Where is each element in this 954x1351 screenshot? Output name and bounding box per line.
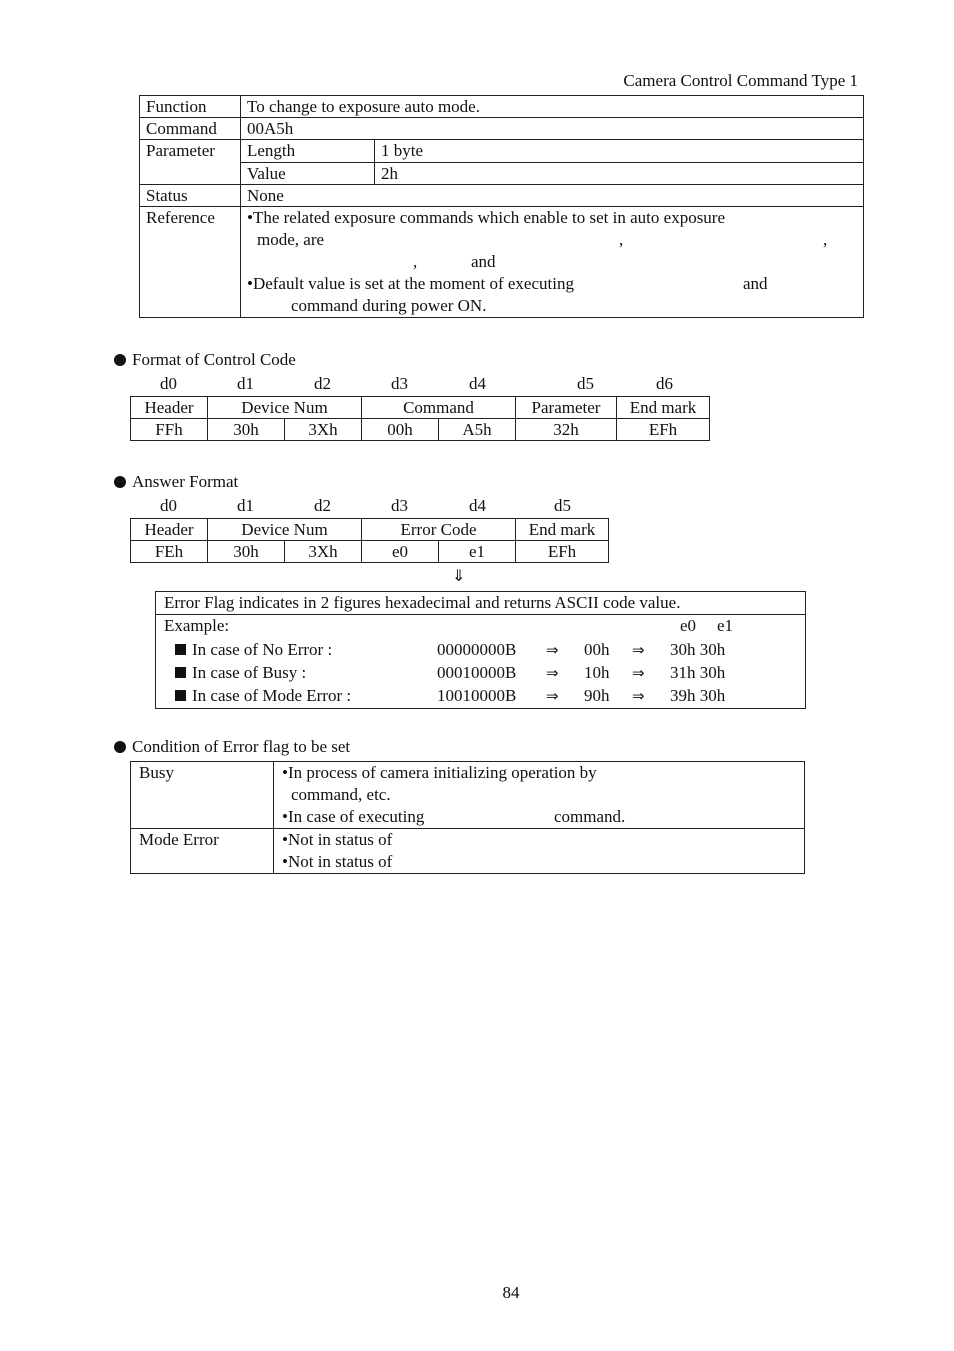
format-label-d1: d1 xyxy=(237,374,254,393)
command-label: Command xyxy=(140,118,241,140)
format-value-d1: 30h xyxy=(208,419,285,441)
busy-line-3a: •In case of executing xyxy=(282,807,425,826)
example-label: Example: xyxy=(164,616,230,635)
column-e1-label: e1 xyxy=(717,616,734,635)
answer-value-d0: FEh xyxy=(131,541,208,563)
mode-line-2: •Not in status of xyxy=(282,852,393,871)
format-label-d4: d4 xyxy=(469,374,486,393)
format-value-d4: A5h xyxy=(439,419,516,441)
format-value-d5: 32h xyxy=(516,419,617,441)
right-arrow-icon: ⇒ xyxy=(632,641,645,659)
command-spec-table xyxy=(139,95,864,318)
mode-error-condition-text xyxy=(274,829,805,874)
format-value-d6: EFh xyxy=(617,419,710,441)
right-arrow-icon: ⇒ xyxy=(546,641,559,659)
answer-label-d5: d5 xyxy=(554,496,571,515)
condition-table xyxy=(130,761,805,874)
no-error-label: In case of No Error : xyxy=(175,639,332,661)
bullet-icon xyxy=(114,476,126,488)
right-arrow-icon: ⇒ xyxy=(632,664,645,682)
format-value-d2: 3Xh xyxy=(285,419,362,441)
mode-error-binary: 10010000B xyxy=(437,686,517,705)
reference-and-2: and xyxy=(743,274,768,293)
busy-binary: 00010000B xyxy=(437,663,517,682)
format-label-d3: d3 xyxy=(391,374,408,393)
answer-section-title xyxy=(114,472,238,492)
format-title-text: Format of Control Code xyxy=(132,350,296,369)
parameter-length-row xyxy=(140,140,864,163)
no-error-binary: 00000000B xyxy=(437,640,517,659)
answer-error-code-cell: Error Code xyxy=(362,519,516,541)
format-label-d6: d6 xyxy=(656,374,673,393)
no-error-ascii: 30h 30h xyxy=(670,640,726,659)
length-label: Length xyxy=(241,140,375,163)
answer-value-d5: EFh xyxy=(516,541,609,563)
command-value: 00A5h xyxy=(241,118,864,140)
status-label: Status xyxy=(140,185,241,207)
length-value: 1 byte xyxy=(375,140,864,163)
answer-format-table xyxy=(130,518,609,563)
no-error-hex: 00h xyxy=(584,640,610,659)
page-number: 84 xyxy=(502,1283,520,1302)
reference-line-5: command during power ON. xyxy=(291,296,487,315)
format-header-cell: Header xyxy=(131,397,208,419)
busy-hex: 10h xyxy=(584,663,610,682)
error-flag-title: Error Flag indicates in 2 figures hexadecimal and returns ASCII code value. xyxy=(156,592,805,615)
answer-label-d1: d1 xyxy=(237,496,254,515)
format-value-d0: FFh xyxy=(131,419,208,441)
reference-line-4: •Default value is set at the moment of executing xyxy=(247,274,574,293)
format-label-d0: d0 xyxy=(160,374,177,393)
answer-value-d1: 30h xyxy=(208,541,285,563)
format-value-d3: 00h xyxy=(362,419,439,441)
error-flag-box xyxy=(155,591,806,709)
reference-line-2: mode, are xyxy=(257,230,325,249)
format-end-mark-cell: End mark xyxy=(617,397,710,419)
answer-end-mark-cell: End mark xyxy=(516,519,609,541)
busy-label: In case of Busy : xyxy=(175,662,306,684)
format-label-d5: d5 xyxy=(577,374,594,393)
format-parameter-cell: Parameter xyxy=(516,397,617,419)
answer-label-d3: d3 xyxy=(391,496,408,515)
busy-line-1: •In process of camera initializing operation by xyxy=(282,763,597,782)
format-command-cell: Command xyxy=(362,397,516,419)
reference-label: Reference xyxy=(140,207,241,318)
answer-value-d4: e1 xyxy=(439,541,516,563)
status-row xyxy=(140,185,864,207)
mode-line-1: •Not in status of xyxy=(282,830,393,849)
parameter-value-row xyxy=(140,162,864,185)
format-label-d2: d2 xyxy=(314,374,331,393)
mode-error-hex: 90h xyxy=(584,686,610,705)
busy-condition-label: Busy xyxy=(131,762,274,829)
condition-section-title xyxy=(114,737,350,757)
down-arrow-icon: ⇓ xyxy=(452,566,466,585)
mode-error-condition-row xyxy=(131,829,805,874)
parameter-label: Parameter xyxy=(140,140,241,185)
busy-condition-text xyxy=(274,762,805,829)
function-row xyxy=(140,96,864,118)
answer-title-text: Answer Format xyxy=(132,472,239,491)
answer-value-d2: 3Xh xyxy=(285,541,362,563)
command-row xyxy=(140,118,864,140)
bullet-icon xyxy=(114,741,126,753)
answer-label-d4: d4 xyxy=(469,496,486,515)
answer-device-num-cell: Device Num xyxy=(208,519,362,541)
right-arrow-icon: ⇒ xyxy=(632,687,645,705)
answer-label-d2: d2 xyxy=(314,496,331,515)
busy-line-2: command, etc. xyxy=(291,785,391,804)
function-value: To change to exposure auto mode. xyxy=(241,96,864,118)
format-section-title xyxy=(114,350,296,370)
reference-comma-3: , xyxy=(413,252,418,271)
control-code-table xyxy=(130,396,710,441)
format-device-num-cell: Device Num xyxy=(208,397,362,419)
reference-and-1: and xyxy=(471,252,496,271)
reference-comma-1: , xyxy=(619,230,624,249)
square-bullet-icon xyxy=(175,667,186,678)
function-label: Function xyxy=(140,96,241,118)
mode-error-condition-label: Mode Error xyxy=(131,829,274,874)
mode-error-label: In case of Mode Error : xyxy=(175,685,351,707)
busy-condition-row xyxy=(131,762,805,829)
reference-text xyxy=(241,207,864,318)
reference-comma-2: , xyxy=(823,230,828,249)
reference-row xyxy=(140,207,864,318)
column-e0-label: e0 xyxy=(680,616,697,635)
square-bullet-icon xyxy=(175,644,186,655)
bullet-icon xyxy=(114,354,126,366)
reference-line-1: •The related exposure commands which enable to set in auto exposure xyxy=(247,208,726,227)
busy-line-3b: command. xyxy=(554,807,626,826)
mode-error-ascii: 39h 30h xyxy=(670,686,726,705)
error-flag-body xyxy=(156,615,805,708)
condition-title-text: Condition of Error flag to be set xyxy=(132,737,351,756)
answer-header-cell: Header xyxy=(131,519,208,541)
right-arrow-icon: ⇒ xyxy=(546,687,559,705)
square-bullet-icon xyxy=(175,690,186,701)
right-arrow-icon: ⇒ xyxy=(546,664,559,682)
answer-value-d3: e0 xyxy=(362,541,439,563)
status-value: None xyxy=(241,185,864,207)
answer-label-d0: d0 xyxy=(160,496,177,515)
busy-ascii: 31h 30h xyxy=(670,663,726,682)
value-label: Value xyxy=(241,162,375,185)
running-header: Camera Control Command Type 1 xyxy=(623,71,858,90)
value-value: 2h xyxy=(375,162,864,185)
